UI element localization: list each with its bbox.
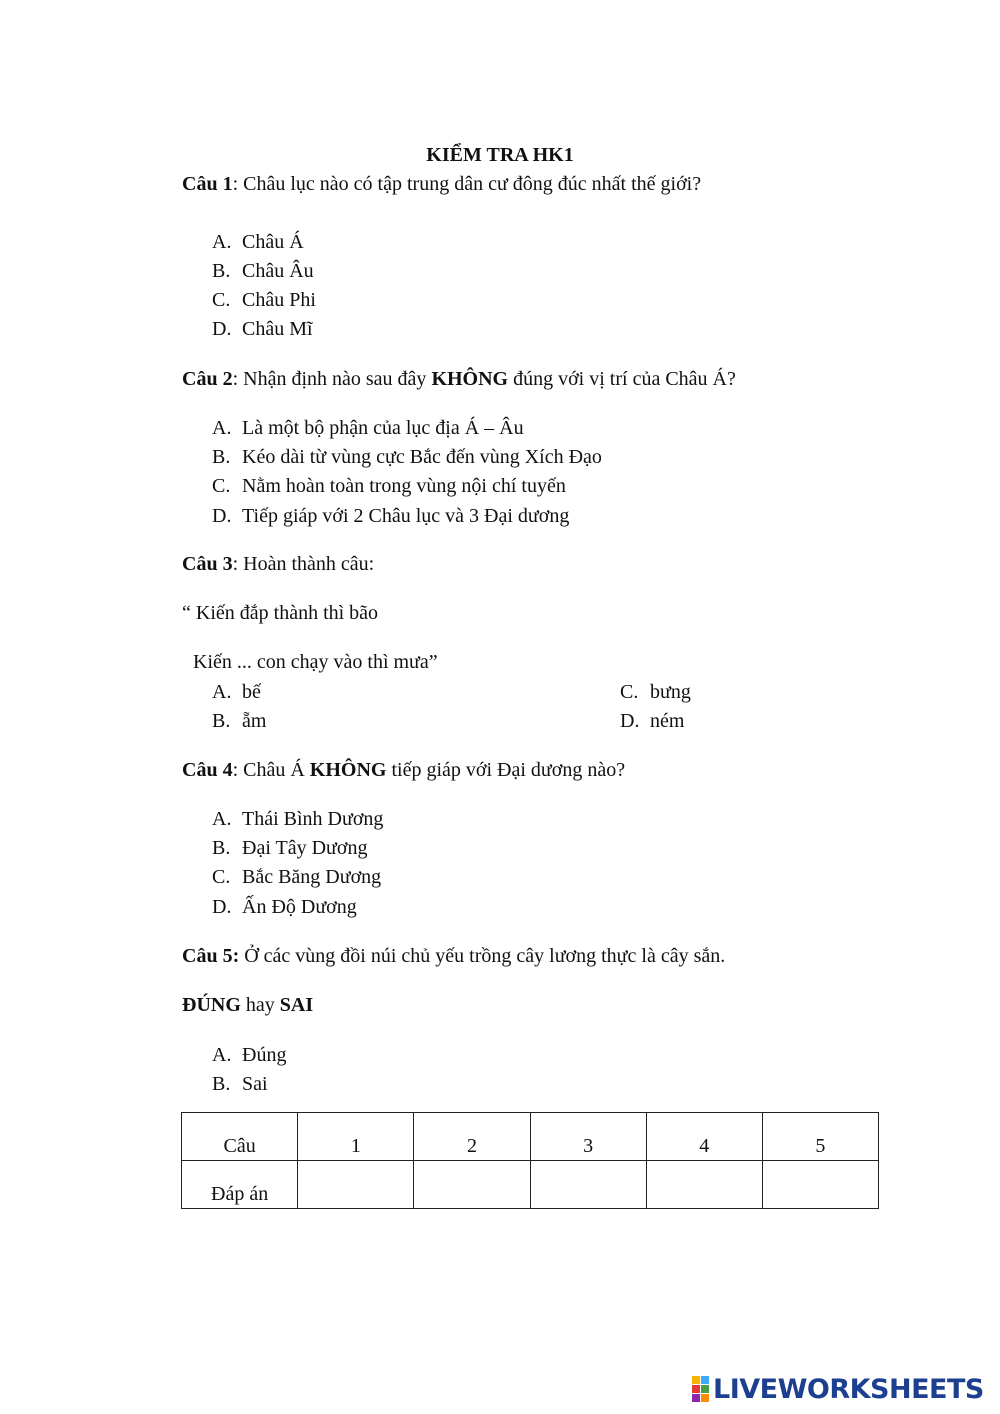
q2-option-c[interactable]: C. Nằm hoàn toàn trong vùng nội chí tuyến [212,475,566,497]
answer-table-answer-row [182,1161,879,1209]
answer-input-3[interactable] [530,1161,646,1209]
logo-tile [692,1394,700,1402]
header-cell-4: 4 [646,1113,762,1161]
answer-table [181,1112,879,1209]
q3-option-d[interactable]: D. ném [620,710,685,732]
q5-option-a[interactable]: A. Đúng [212,1044,287,1066]
question-5: Câu 5: Ở các vùng đồi núi chủ yếu trồng cây lương thực là cây sắn. [182,945,726,967]
answer-row-label: Đáp án [182,1161,298,1209]
question-1-label: Câu 1 [182,173,233,195]
question-2-label: Câu 2 [182,368,233,390]
q1-option-b[interactable]: B. Châu Âu [212,260,314,282]
header-cell-1: 1 [298,1113,414,1161]
question-1 [182,172,701,196]
header-cell-2: 2 [414,1113,530,1161]
logo-tile [701,1385,709,1393]
logo-tile [701,1376,709,1384]
logo-tiles-icon [692,1376,709,1402]
question-4-label: Câu 4 [182,759,233,781]
q1-option-c[interactable]: C. Châu Phi [212,289,316,311]
q2-option-a[interactable]: A. Là một bộ phận của lục địa Á – Âu [212,417,524,439]
question-2-emphasis: KHÔNG [431,368,509,390]
q3-option-b[interactable]: B. ẵm [212,710,267,732]
question-4-emphasis: KHÔNG [309,759,387,781]
answer-input-2[interactable] [414,1161,530,1209]
logo-text: LIVEWORKSHEETS [713,1373,984,1405]
answer-input-1[interactable] [298,1161,414,1209]
q1-option-d[interactable]: D. Châu Mĩ [212,318,313,340]
header-cell-3: 3 [530,1113,646,1161]
q1-option-a[interactable]: A. Châu Á [212,231,304,253]
q3-option-c[interactable]: C. bưng [620,681,691,703]
question-5-prompt: ĐÚNG hay SAI [182,994,314,1016]
page-title: KIỂM TRA HK1 [426,144,574,166]
logo-tile [692,1376,700,1384]
question-1-text: : Châu lục nào có tập trung dân cư đông đúc nhất thế giới? [232,173,702,195]
q4-option-a[interactable]: A. Thái Bình Dương [212,808,384,830]
question-3-verse-line-1: “ Kiến đắp thành thì bão [182,602,379,624]
header-cell-label: Câu [182,1113,298,1161]
q2-option-b[interactable]: B. Kéo dài từ vùng cực Bắc đến vùng Xích Đạo [212,446,602,468]
q4-option-b[interactable]: B. Đại Tây Dương [212,837,368,859]
question-2: Câu 2: Nhận định nào sau đây KHÔNG đúng với vị trí của Châu Á? [182,368,736,390]
question-4: Câu 4: Châu Á KHÔNG tiếp giáp với Đại dương nào? [182,759,626,781]
answer-input-4[interactable] [646,1161,762,1209]
logo-tile [692,1385,700,1393]
answer-input-5[interactable] [762,1161,878,1209]
answer-table-header-row [182,1113,879,1161]
question-3-verse-line-2: Kiến ... con chạy vào thì mưa” [193,651,438,673]
logo-tile [701,1394,709,1402]
question-3-label: Câu 3 [182,553,233,575]
question-3: Câu 3: Hoàn thành câu: [182,553,375,575]
q4-option-c[interactable]: C. Bắc Băng Dương [212,866,382,888]
question-5-label: Câu 5: [182,945,240,967]
q5-option-b[interactable]: B. Sai [212,1073,268,1095]
liveworksheets-logo [692,1374,984,1404]
q3-option-a[interactable]: A. bế [212,681,261,703]
header-cell-5: 5 [762,1113,878,1161]
q4-option-d[interactable]: D. Ấn Độ Dương [212,896,357,918]
q2-option-d[interactable]: D. Tiếp giáp với 2 Châu lục và 3 Đại dương [212,505,570,527]
